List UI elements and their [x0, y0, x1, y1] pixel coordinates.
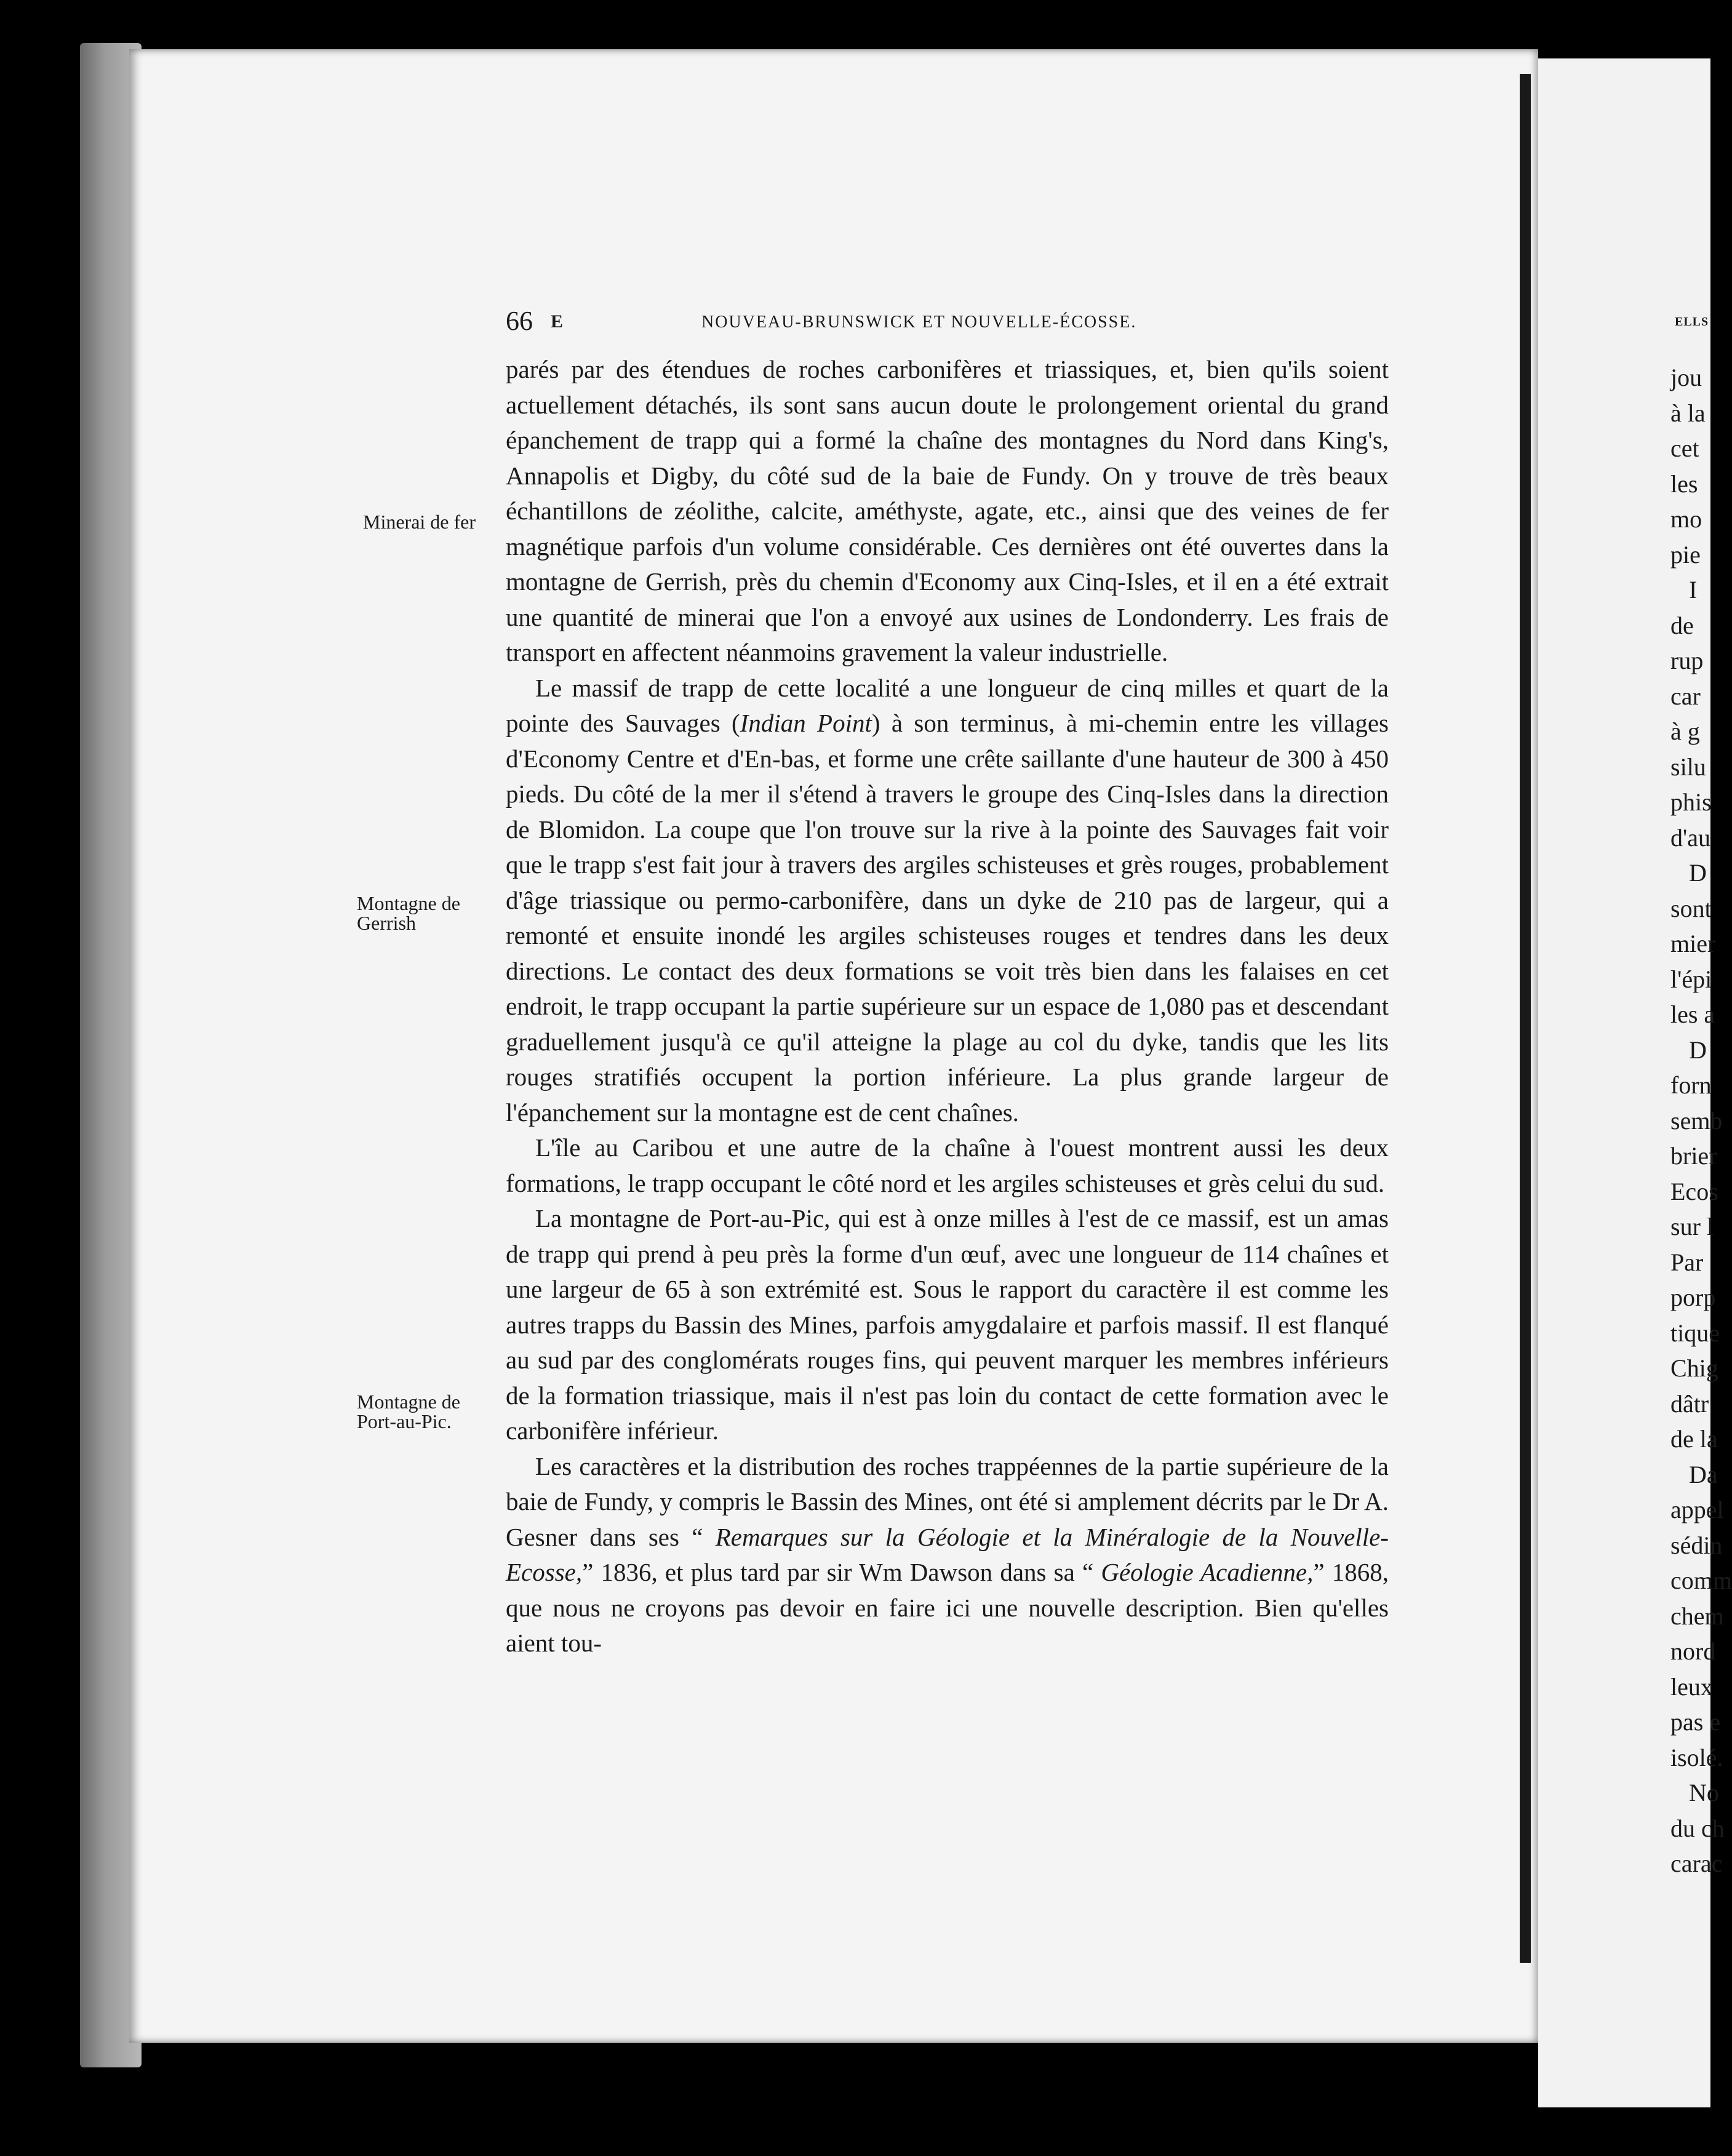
right-running-head: ELLS — [1675, 315, 1709, 329]
facing-page-fragment: forn — [1670, 1071, 1712, 1099]
page-number: 66 — [506, 306, 533, 336]
text-run: L'île au Caribou et une autre de la chaîne à l'ouest montrent aussi les deux formations, le trapp occupant le côté nord et les argiles schisteuses et grès celui du sud. — [506, 1133, 1389, 1197]
facing-page-fragment: silu — [1670, 753, 1706, 781]
text-run: parés par des étendues de roches carbonifères et triassiques, et, bien qu'ils soient actuellement détachés, ils sont sans aucun doute le prolongement oriental du grand épanchement de trapp qui a formé la chaîne des montagnes du Nord dans King's, Annapolis et Digby, du côté sud de la baie de Fundy. On y trouve de très beaux échantillons de zéolithe, calcite, améthyste, agate, etc., ainsi que des veines de fer magnétique parfois d'un volume considérable. Ces dernières ont été ouvertes dans la montagne de Gerrish, près du chemin d'Economy aux Cinq-Isles, et il en a été extrait une quantité de minerai que l'on a envoyé aux usines de Londonderry. Les frais de transport en affectent néanmoins gravement la valeur industrielle. — [506, 355, 1389, 666]
facing-page-fragment: nord — [1670, 1637, 1716, 1665]
facing-page-fragment: mo — [1670, 505, 1702, 533]
margin-note-gerrish-line: Montagne de — [357, 892, 460, 914]
facing-page-fragment: brier — [1670, 1142, 1717, 1170]
facing-page-fragment: Par — [1670, 1248, 1704, 1276]
text-run: ” 1868, que nous ne croyons pas devoir en faire ici une nouvelle description. Bien qu'elles aient tou- — [506, 1558, 1389, 1657]
text-run: La montagne de Port-au-Pic, qui est à onze milles à l'est de ce massif, est un amas de trapp qui prend à peu près la forme d'un œuf, avec une longueur de 114 chaînes et une largeur de 65 à son extrémité est. Sous le rapport du caractère il est comme les autres trapps du Bassin des Mines, parfois amygdalaire et parfois massif. Il est flanqué au sud par des conglomérats rouges fins, qui peuvent marquer les membres inférieurs de la formation triassique, mais il n'est pas loin du contact de cette formation avec le carbonifère inférieur. — [506, 1204, 1389, 1445]
facing-page-fragment: l'épi — [1670, 965, 1712, 993]
facing-page-fragment: sur l — [1670, 1213, 1714, 1240]
facing-page-fragment: appel — [1670, 1496, 1724, 1523]
facing-page-fragment: pie — [1670, 541, 1701, 569]
facing-page-fragment: de — [1670, 612, 1694, 639]
facing-page-fragment: phis — [1670, 788, 1712, 816]
italic-text: Géologie Acadienne, — [1101, 1558, 1314, 1586]
margin-note-port-au-pic-line: Montagne de — [357, 1391, 460, 1413]
facing-page-fragment: jou — [1670, 364, 1702, 391]
text-run: Les caractères et la distribution des roches trappéennes de la partie supérieure de la baie de Fundy, y compris le Bassin des Mines, ont été si amplement décrits par le Dr A. Gesner dans ses “ — [506, 1451, 1389, 1551]
facing-page-fragment: comm — [1670, 1567, 1732, 1594]
facing-page-fragment: Chig — [1670, 1354, 1718, 1382]
text-run: ) à son terminus, à mi-chemin entre les villages d'Economy Centre et d'En-bas, et forme une crête saillante d'une hauteur de 300 à 450 pieds. Du côté de la mer il s'étend à travers le groupe des Cinq-Isles dans la direction de Blomidon. La coupe que l'on trouve sur la rive à la pointe des Sauvages fait voir que le trapp s'est fait jour à travers des argiles schisteuses et grès rouges, probablement d'âge triassique ou permo-carbonifère, dans un dyke de 210 pas de largeur, qui a remonté et ensuite inondé les argiles schisteuses rouges et tendres dans les deux directions. Le contact des deux formations se voit très bien dans les falaises en cet endroit, le trapp occupant la partie supérieure sur un espace de 1,080 pas et descendant graduellement jusqu'à ce qu'il atteigne la plage au col du dyke, tandis que les lits rouges stratifiés occupent la portion inférieure. La plus grande largeur de l'épanchement sur la montagne est de cent chaînes. — [506, 709, 1389, 1127]
facing-page-fragment: D — [1689, 1036, 1707, 1064]
facing-page-fragment: cet — [1670, 434, 1699, 462]
facing-page-fragment: dâtr — [1670, 1390, 1709, 1418]
text-run: Le massif de trapp de cette localité a une longueur de cinq milles et quart de la pointe des Sauvages ( — [506, 673, 1389, 737]
facing-page-fragment: isolé. — [1670, 1744, 1723, 1771]
italic-text: Indian Point — [740, 709, 872, 737]
facing-page-fragment: mier — [1670, 930, 1716, 957]
facing-page-fragment: sont — [1670, 895, 1712, 922]
facing-page-fragment: pas e — [1670, 1708, 1721, 1736]
margin-note-gerrish-line: Gerrish — [357, 912, 416, 934]
facing-page-fragment: de la — [1670, 1425, 1718, 1453]
margin-note-minerai: Minerai de fer — [363, 511, 476, 533]
running-head: NOUVEAU-BRUNSWICK ET NOUVELLE-ÉCOSSE. — [701, 313, 1137, 332]
facing-page-fragment: I — [1689, 576, 1698, 604]
facing-page-fragment: leux — [1670, 1673, 1713, 1701]
facing-page-fragment: semb — [1670, 1107, 1723, 1135]
facing-page-fragment: chem — [1670, 1602, 1724, 1630]
facing-page-fragment: rup — [1670, 647, 1704, 674]
text-run: ” 1836, et plus tard par sir Wm Dawson dans sa “ — [582, 1558, 1101, 1586]
margin-note-port-au-pic-line: Port-au-Pic. — [357, 1410, 452, 1432]
facing-page-fragment: sédin — [1670, 1531, 1723, 1559]
facing-page-fragment: car — [1670, 682, 1701, 710]
facing-page-fragment: à la — [1670, 399, 1706, 427]
facing-page-fragment: D — [1689, 859, 1707, 887]
facing-page-fragment: tique — [1670, 1319, 1720, 1347]
facing-page-fragment: les a — [1670, 1000, 1715, 1028]
facing-page-fragment: porp — [1670, 1284, 1716, 1311]
facing-page-fragment: les — [1670, 470, 1698, 498]
facing-page-fragment: à g — [1670, 717, 1700, 745]
facing-page-fragment: Da — [1689, 1461, 1718, 1488]
italic-text: Remarques sur la Géologie et la Minéralogie de la Nouvelle-Ecosse, — [506, 1522, 1389, 1586]
facing-page-fragment: du ch — [1670, 1815, 1725, 1842]
facing-page-fragment: Ecos — [1670, 1178, 1718, 1205]
facing-page-fragment: d'au — [1670, 824, 1710, 852]
facing-page-fragment: carac — [1670, 1850, 1723, 1877]
facing-page-fragment: No — [1689, 1779, 1719, 1807]
section-letter: E — [551, 311, 564, 332]
